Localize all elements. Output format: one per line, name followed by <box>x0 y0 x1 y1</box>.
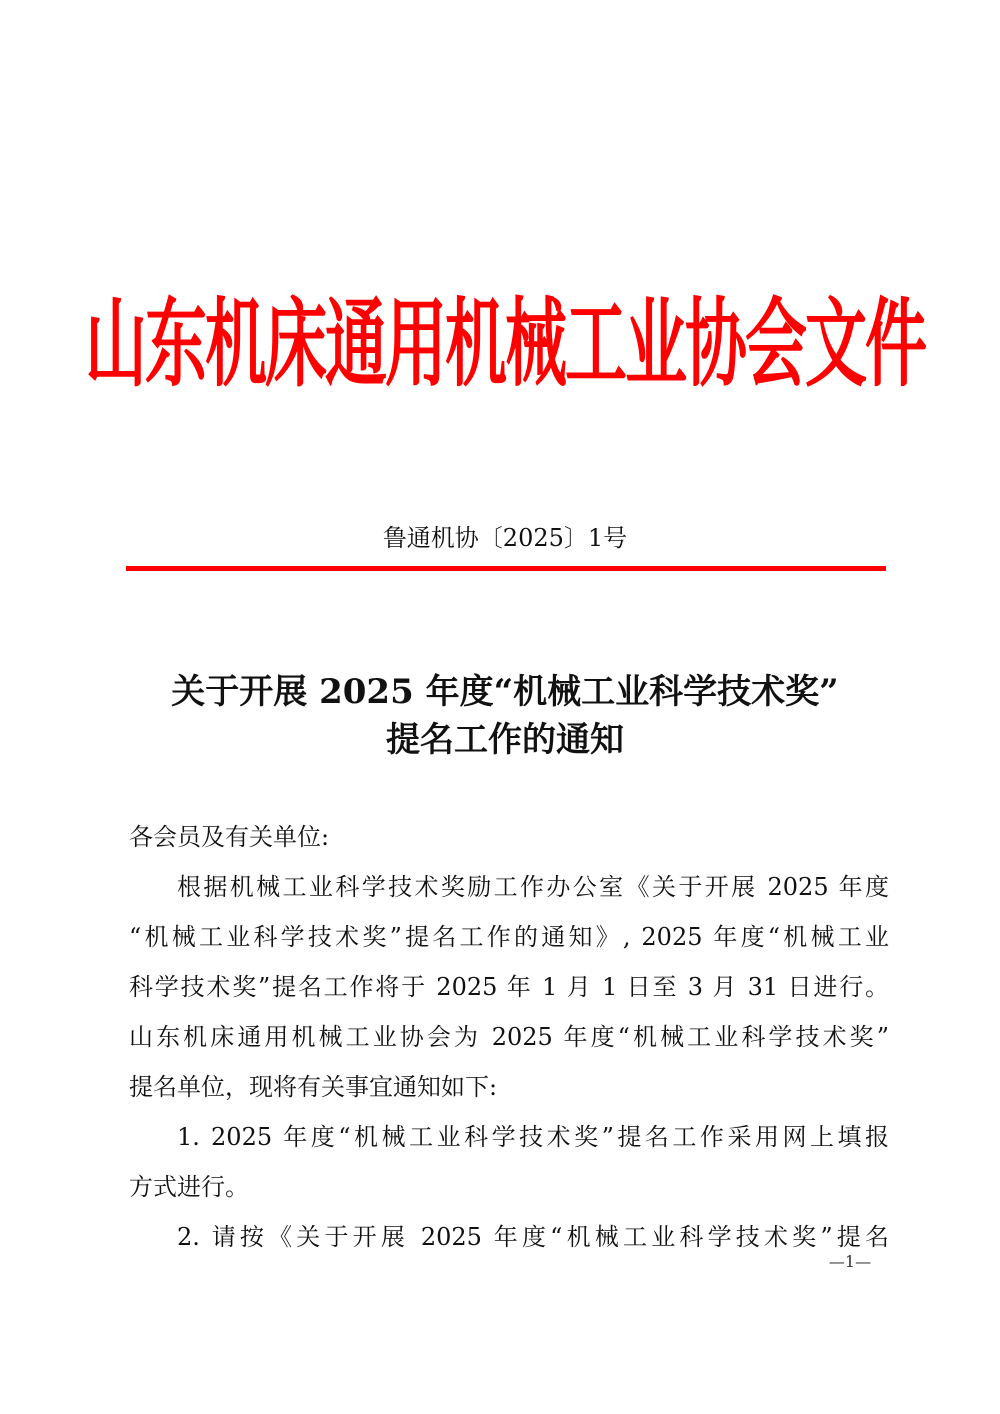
body-line: “机械工业科学技术奖”提名工作的通知》, 2025 年度“机械工业 <box>129 923 889 951</box>
title-line-2: 提名工作的通知 <box>386 720 624 760</box>
red-divider-line <box>126 566 886 571</box>
body-line: 方式进行。 <box>129 1173 249 1201</box>
body-line: 提名单位，现将有关事宜通知如下: <box>129 1073 498 1101</box>
organization-header: 山东机床通用机械工业协会文件 <box>85 286 926 400</box>
body-line: 科学技术奖”提名工作将于 2025 年 1 月 1 日至 3 月 31 日进行。 <box>129 973 889 1001</box>
body-line: 山东机床通用机械工业协会为 2025 年度“机械工业科学技术奖” <box>129 1023 889 1051</box>
document-number: 鲁通机协〔2025〕1号 <box>382 524 628 552</box>
page-number: —1— <box>828 1252 872 1271</box>
document-title <box>110 668 900 764</box>
title-line-1: 关于开展 2025 年度“机械工业科学技术奖” <box>171 672 839 712</box>
list-item-2: 2. 请按《关于开展 2025 年度“机械工业科学技术奖”提名 <box>177 1223 889 1251</box>
document-body <box>129 812 889 1262</box>
body-line: 根据机械工业科学技术奖励工作办公室《关于开展 2025 年度 <box>177 873 889 901</box>
salutation: 各会员及有关单位: <box>129 823 330 851</box>
list-item-1: 1. 2025 年度“机械工业科学技术奖”提名工作采用网上填报 <box>177 1123 889 1151</box>
